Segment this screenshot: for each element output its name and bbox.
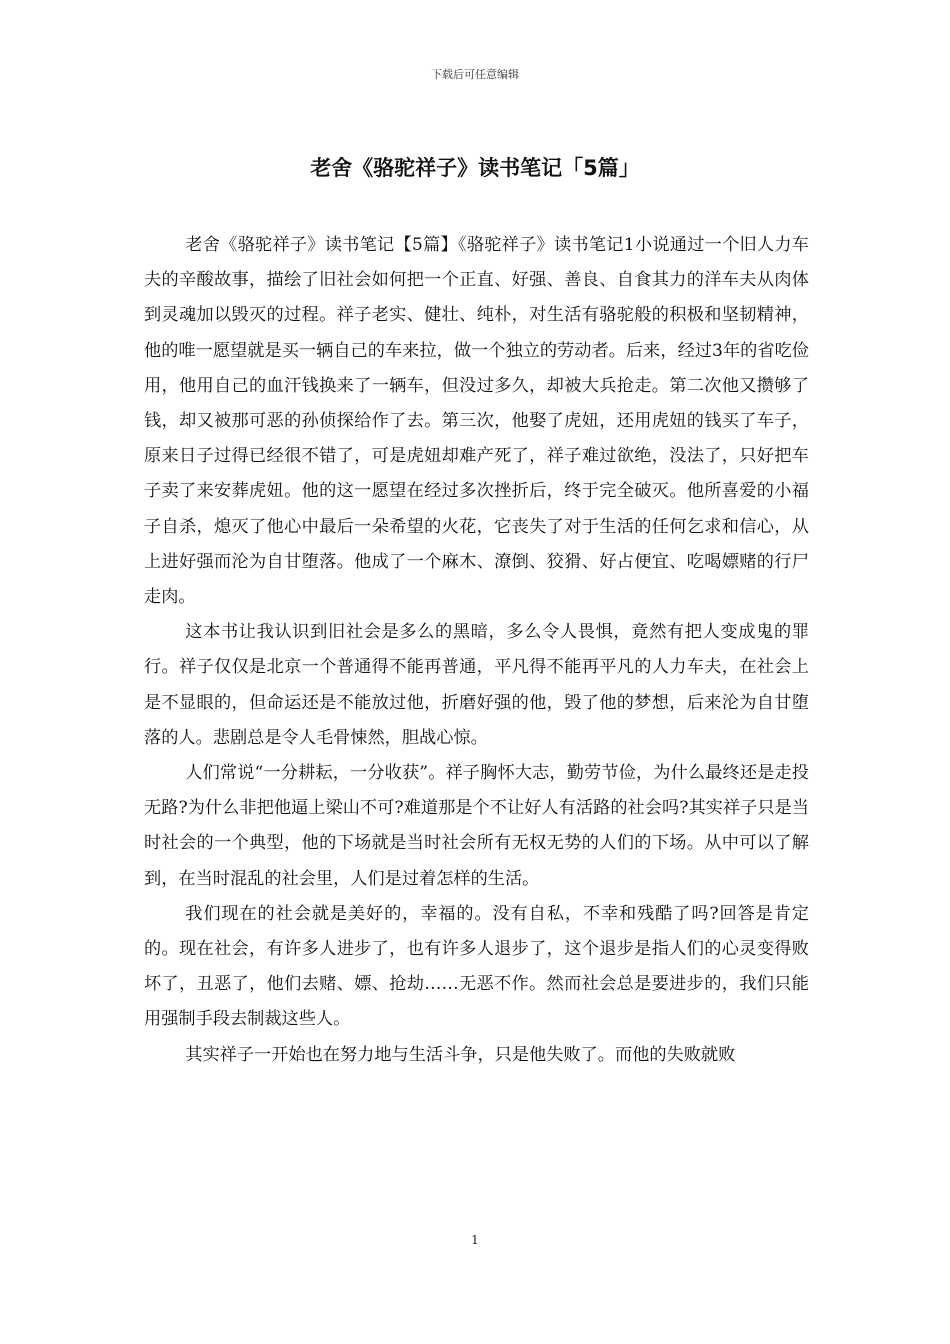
document-body xyxy=(144,228,809,1073)
paragraph-1: 老舍《骆驼祥子》读书笔记【5篇】《骆驼祥子》读书笔记1小说通过一个旧人力车夫的辛酸故事，描绘了旧社会如何把一个正直、好强、善良、自食其力的洋车夫从肉体到灵魂加以毁灭的过程。祥子老实、健壮、纯朴，对生活有骆驼般的积极和坚韧精神，他的唯一愿望就是买一辆自己的车来拉，做一个独立的劳动者。后来，经过3年的省吃俭用，他用自己的血汗钱换来了一辆车，但没过多久，却被大兵抢走。第二次他又攒够了钱，却又被那可恶的孙侦探给作了去。第三次，他娶了虎妞，还用虎妞的钱买了车子，原来日子过得已经很不错了，可是虎妞却难产死了，祥子难过欲绝，没法了，只好把车子卖了来安葬虎妞。他的这一愿望在经过多次挫折后，终于完全破灭。他所喜爱的小福子自杀，熄灭了他心中最后一朵希望的火花，它丧失了对于生活的任何乞求和信心，从上进好强而沦为自甘堕落。他成了一个麻木、潦倒、狡猾、好占便宜、吃喝嫖赌的行尸走肉。 xyxy=(144,235,809,608)
page-number: 1 xyxy=(471,1233,479,1247)
page-header: 下载后可任意编辑 xyxy=(431,68,519,81)
paragraph-2: 这本书让我认识到旧社会是多么的黑暗，多么令人畏惧，竟然有把人变成鬼的罪行。祥子仅仅是北京一个普通得不能再普通，平凡得不能再平凡的人力车夫，在社会上是不显眼的，但命运还是不能放过他，折磨好强的他，毁了他的梦想，后来沦为自甘堕落的人。悲剧总是令人毛骨悚然，胆战心惊。 xyxy=(144,622,809,748)
paragraph-4: 我们现在的社会就是美好的，幸福的。没有自私，不幸和残酷了吗?回答是肯定的。现在社会，有许多人进步了，也有许多人退步了，这个退步是指人们的心灵变得败坏了，丑恶了，他们去赌、嫖、抢劫……无恶不作。然而社会总是要进步的，我们只能用强制手段去制裁这些人。 xyxy=(144,903,809,1030)
document-title: 老舍《骆驼祥子》读书笔记「5篇」 xyxy=(310,156,640,180)
paragraph-3: 人们常说“一分耕耘，一分收获”。祥子胸怀大志，勤劳节俭，为什么最终还是走投无路?为什么非把他逼上梁山不可?难道那是个不让好人有活路的社会吗?其实祥子只是当时社会的一个典型，他的下场就是当时社会所有无权无势的人们的下场。从中可以了解到，在当时混乱的社会里，人们是过着怎样的生活。 xyxy=(144,763,809,889)
paragraph-5: 其实祥子一开始也在努力地与生活斗争，只是他失败了。而他的失败就败 xyxy=(185,1044,736,1065)
